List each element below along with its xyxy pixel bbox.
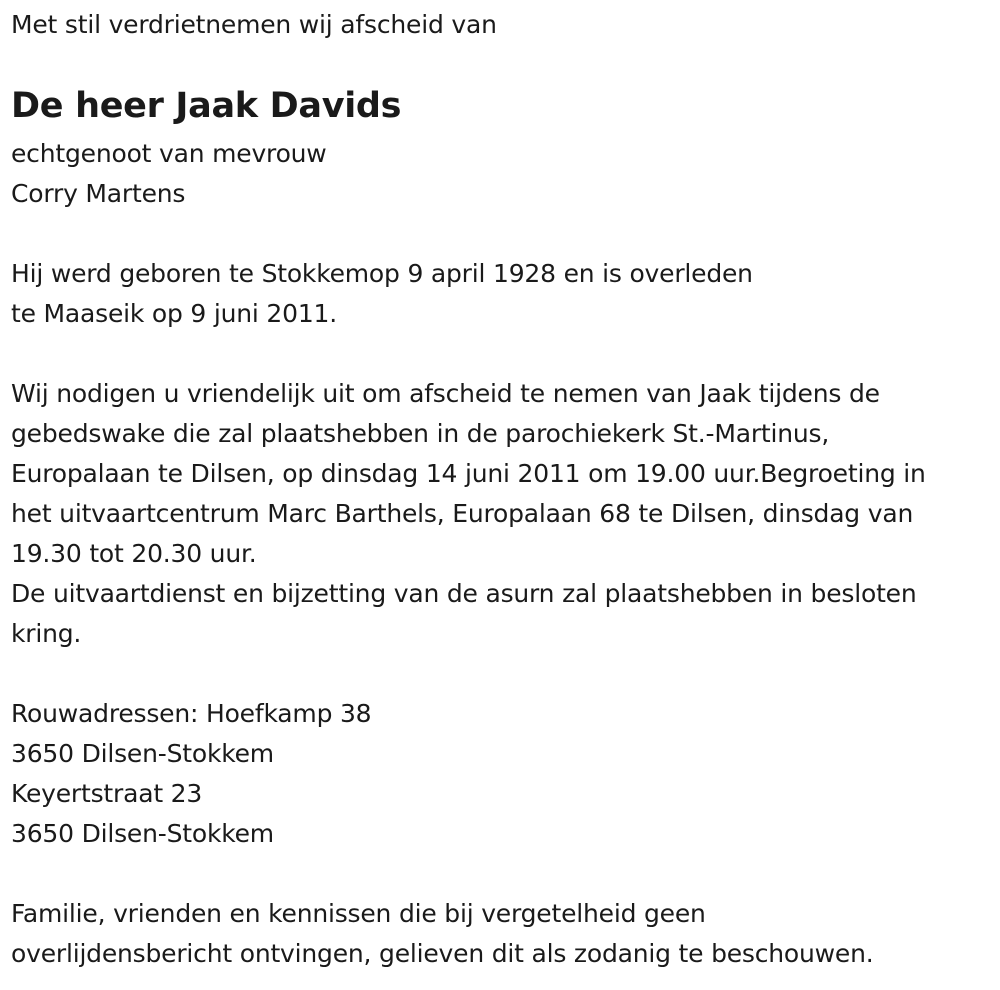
- invitation-line: 19.30 tot 20.30 uur.: [11, 539, 257, 568]
- spouse-line: echtgenoot van mevrouw: [11, 139, 327, 168]
- invitation-line: kring.: [11, 619, 82, 648]
- invitation-line: gebedswake die zal plaatshebben in de parochiekerk St.-Martinus,: [11, 419, 830, 448]
- intro-text: Met stil verdrietnemen wij afscheid van: [11, 10, 497, 39]
- address-line: Keyertstraat 23: [11, 779, 203, 808]
- spouse-line: Corry Martens: [11, 179, 186, 208]
- deceased-name: De heer Jaak Davids: [11, 86, 402, 126]
- invitation-line: Wij nodigen u vriendelijk uit om afscheid te nemen van Jaak tijdens de: [11, 379, 880, 408]
- address-line: 3650 Dilsen-Stokkem: [11, 739, 274, 768]
- invitation-block: [11, 374, 926, 654]
- address-line: 3650 Dilsen-Stokkem: [11, 819, 274, 848]
- invitation-line: De uitvaartdienst en bijzetting van de asurn zal plaatshebben in besloten: [11, 579, 917, 608]
- spouse-block: [11, 134, 327, 214]
- address-line: Rouwadressen: Hoefkamp 38: [11, 699, 372, 728]
- birth-death-line: Hij werd geboren te Stokkemop 9 april 1928 en is overleden: [11, 259, 753, 288]
- birth-death-block: [11, 254, 753, 334]
- invitation-line: het uitvaartcentrum Marc Barthels, Europalaan 68 te Dilsen, dinsdag van: [11, 499, 914, 528]
- address-block: [11, 694, 371, 854]
- birth-death-line: te Maaseik op 9 juni 2011.: [11, 299, 337, 328]
- family-note-line: Familie, vrienden en kennissen die bij vergetelheid geen: [11, 899, 706, 928]
- family-note-block: [11, 894, 874, 974]
- family-note-line: overlijdensbericht ontvingen, gelieven dit als zodanig te beschouwen.: [11, 939, 874, 968]
- invitation-line: Europalaan te Dilsen, op dinsdag 14 juni 2011 om 19.00 uur.Begroeting in: [11, 459, 926, 488]
